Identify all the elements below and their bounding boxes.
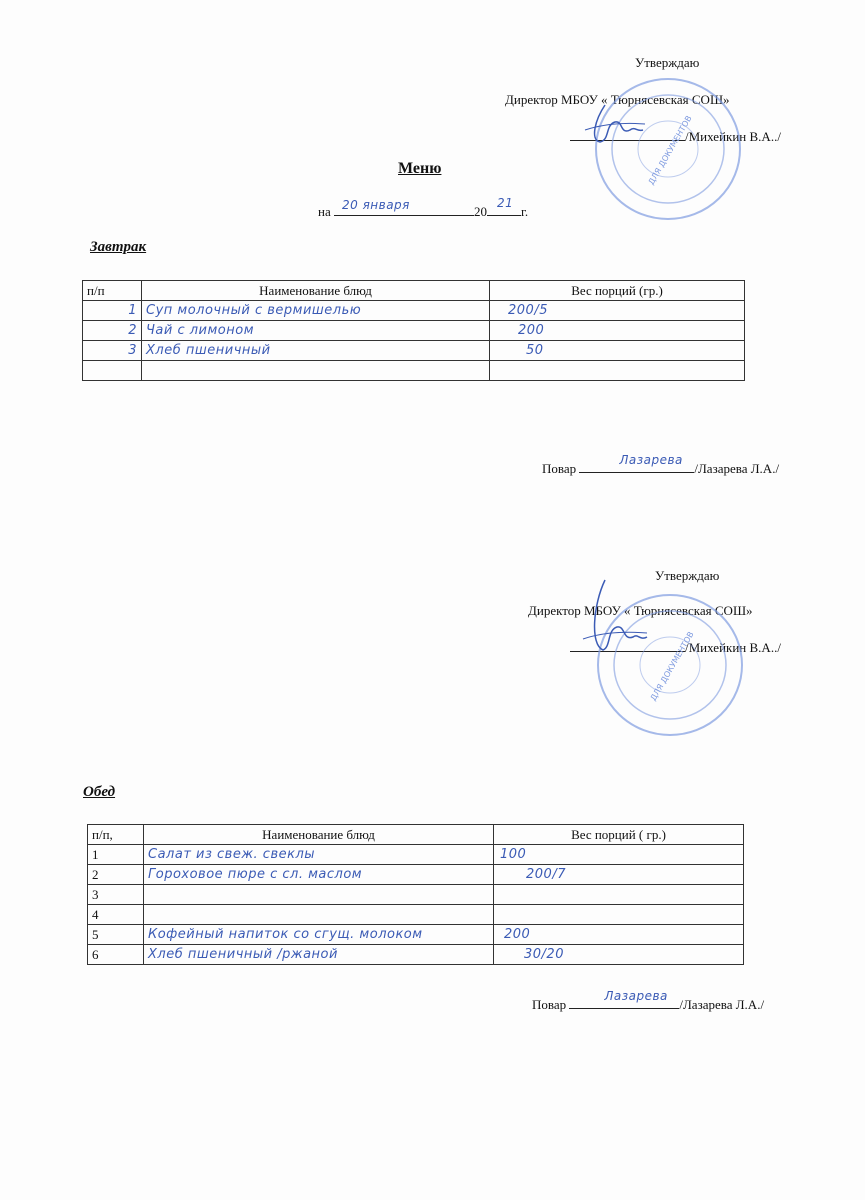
- approve-director-1: Директор МБОУ « Тюрнясевская СОШ»: [505, 92, 730, 107]
- approve-name-2: /Михейкин В.А../: [685, 640, 781, 655]
- table-row: [88, 925, 744, 945]
- table-row: [88, 885, 744, 905]
- breakfast-num: 2: [83, 321, 142, 341]
- breakfast-header-row: [83, 281, 745, 301]
- cook-label-2: Повар: [532, 997, 567, 1012]
- breakfast-heading: Завтрак: [90, 239, 147, 255]
- lunch-weight: [494, 905, 744, 925]
- director-signature-2: [575, 575, 655, 655]
- year-suffix: г.: [520, 204, 529, 219]
- breakfast-weight: 200: [490, 321, 745, 341]
- lunch-num: 1: [88, 845, 144, 865]
- breakfast-header-weight: Вес порций (гр.): [490, 281, 745, 301]
- lunch-weight: 200/7: [494, 865, 744, 885]
- lunch-dish: Гороховое пюре с сл. маслом: [144, 865, 494, 885]
- cook-signature-1: Лазарева: [619, 453, 683, 467]
- lunch-dish: [144, 905, 494, 925]
- breakfast-header-num: п/п: [83, 281, 142, 301]
- cook-signature-2: Лазарева: [604, 989, 668, 1003]
- table-row: [88, 945, 744, 965]
- breakfast-num: [83, 361, 142, 381]
- breakfast-table: [82, 280, 745, 381]
- lunch-dish: [144, 885, 494, 905]
- approve-name-1: /Михейкин В.А../: [685, 129, 781, 144]
- cook-line-1: [542, 453, 780, 477]
- director-signature-1: [575, 100, 655, 145]
- lunch-header-weight: Вес порций ( гр.): [494, 825, 744, 845]
- breakfast-dish: Суп молочный с вермишелью: [142, 301, 490, 321]
- table-row: [83, 301, 745, 321]
- breakfast-dish: [142, 361, 490, 381]
- date-prefix: на: [318, 204, 331, 219]
- breakfast-weight: 50: [490, 341, 745, 361]
- date-hand: 20 января: [341, 198, 410, 212]
- lunch-weight: 200: [494, 925, 744, 945]
- official-stamp-1: [588, 72, 748, 227]
- lunch-header-name: Наименование блюд: [144, 825, 494, 845]
- lunch-header-num: п/п,: [88, 825, 144, 845]
- menu-date: [318, 196, 529, 220]
- table-row: [88, 905, 744, 925]
- cook-name-1: /Лазарева Л.А./: [694, 461, 780, 476]
- stamp-text-1: ДЛЯ ДОКУМЕНТОВ: [646, 114, 694, 187]
- lunch-heading: Обед: [83, 784, 116, 800]
- lunch-num: 4: [88, 905, 144, 925]
- year-prefix: 20: [473, 204, 487, 219]
- breakfast-dish: Хлеб пшеничный: [142, 341, 490, 361]
- breakfast-weight: 200/5: [490, 301, 745, 321]
- table-row: [88, 865, 744, 885]
- lunch-dish: Кофейный напиток со сгущ. молоком: [144, 925, 494, 945]
- menu-title: Меню: [398, 160, 442, 177]
- cook-label-1: Повар: [542, 461, 577, 476]
- lunch-num: 6: [88, 945, 144, 965]
- lunch-weight: 100: [494, 845, 744, 865]
- lunch-num: 3: [88, 885, 144, 905]
- stamp-text-2: ДЛЯ ДОКУМЕНТОВ: [648, 630, 696, 703]
- table-row: [88, 845, 744, 865]
- breakfast-num: 3: [83, 341, 142, 361]
- table-row: [83, 361, 745, 381]
- lunch-weight: 30/20: [494, 945, 744, 965]
- year-hand: 21: [496, 196, 514, 210]
- lunch-dish: Хлеб пшеничный /ржаной: [144, 945, 494, 965]
- approve-label-2: Утверждаю: [655, 568, 720, 583]
- lunch-num: 5: [88, 925, 144, 945]
- lunch-dish: Салат из свеж. свеклы: [144, 845, 494, 865]
- breakfast-num: 1: [83, 301, 142, 321]
- breakfast-dish: Чай с лимоном: [142, 321, 490, 341]
- cook-name-2: /Лазарева Л.А./: [679, 997, 765, 1012]
- table-row: [83, 321, 745, 341]
- lunch-weight: [494, 885, 744, 905]
- lunch-table: [87, 824, 744, 965]
- lunch-num: 2: [88, 865, 144, 885]
- breakfast-weight: [490, 361, 745, 381]
- table-row: [83, 341, 745, 361]
- approve-label-1: Утверждаю: [635, 55, 700, 70]
- breakfast-header-name: Наименование блюд: [142, 281, 490, 301]
- approve-director-2: Директор МБОУ « Тюрнясевская СОШ»: [528, 603, 753, 618]
- lunch-header-row: [88, 825, 744, 845]
- cook-line-2: [532, 989, 765, 1013]
